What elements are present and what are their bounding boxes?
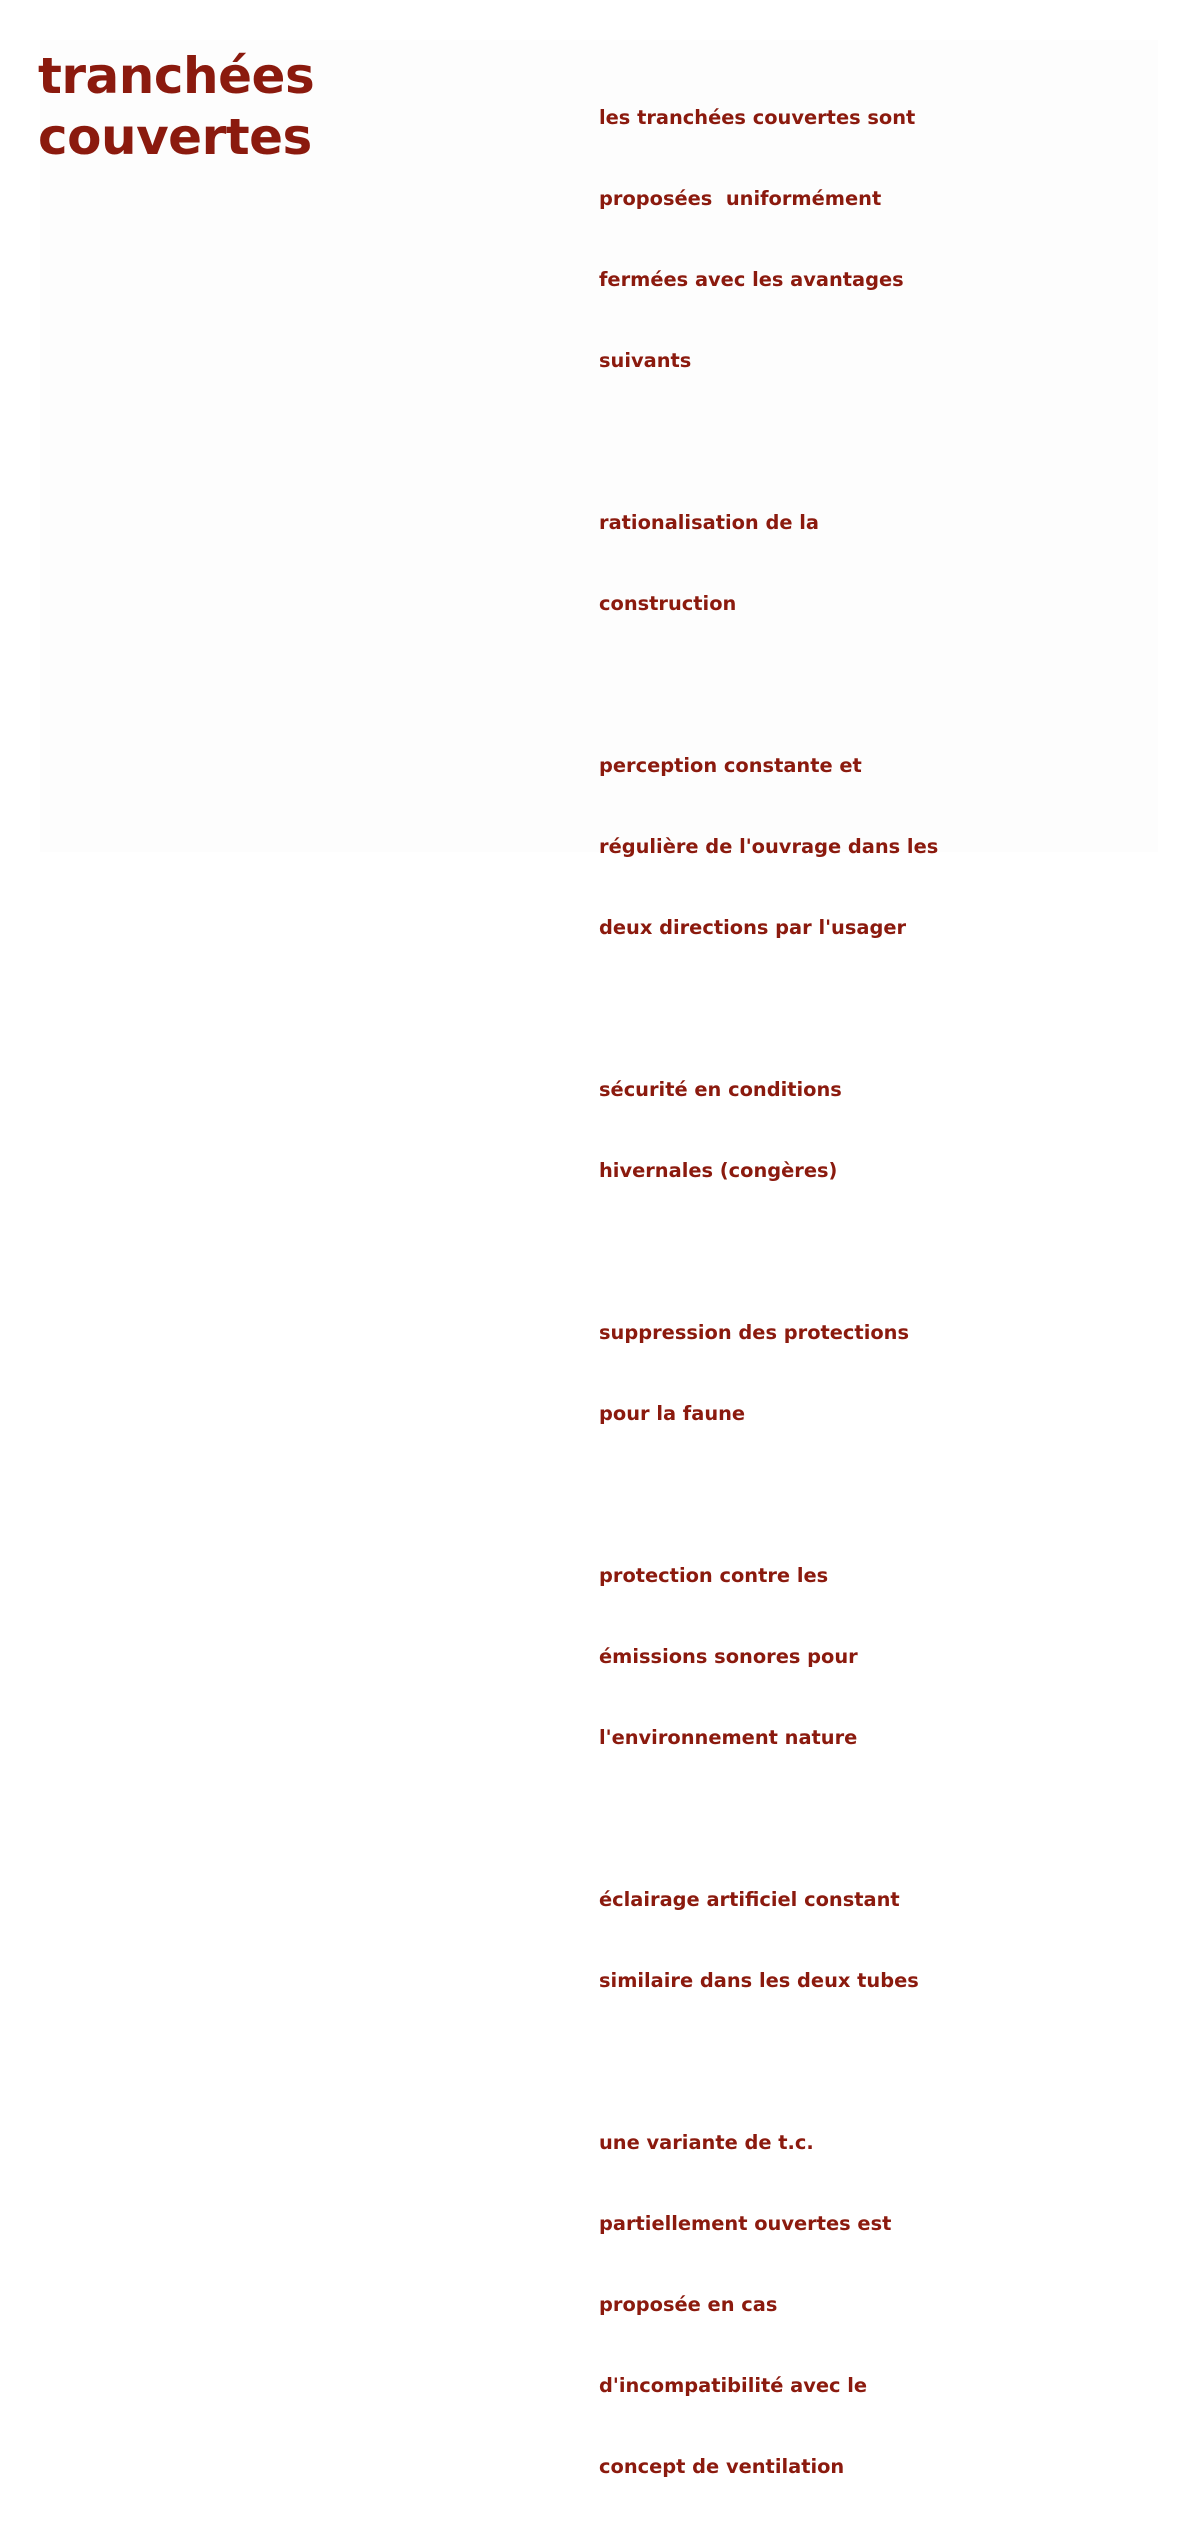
- page-title-line-1: tranchées: [38, 47, 315, 105]
- benefit-item: [599, 1832, 1019, 2048]
- text-line: partiellement ouvertes est: [599, 2212, 892, 2235]
- benefit-item: [599, 1508, 1019, 1805]
- text-line: rationalisation de la: [599, 511, 820, 534]
- variant-note: [599, 2075, 1019, 2534]
- text-line: concept de ventilation: [599, 2455, 845, 2478]
- text-line: proposée en cas: [599, 2293, 778, 2316]
- text-line: sécurité en conditions: [599, 1078, 842, 1101]
- text-line: l'environnement nature: [599, 1726, 858, 1749]
- text-line: une variante de t.c.: [599, 2131, 814, 2154]
- benefit-item: [599, 1022, 1019, 1238]
- page-title: [38, 46, 314, 168]
- text-line: d'incompatibilité avec le: [599, 2374, 868, 2397]
- intro-paragraph: [599, 50, 1019, 428]
- text-line: construction: [599, 592, 737, 615]
- text-line: fermées avec les avantages: [599, 268, 904, 291]
- benefits-list: [599, 50, 1019, 2478]
- benefit-item: [599, 698, 1019, 995]
- text-line: perception constante et: [599, 754, 862, 777]
- benefit-item: [599, 1265, 1019, 1481]
- text-line: émissions sonores pour: [599, 1645, 858, 1668]
- text-line: protection contre les: [599, 1564, 829, 1587]
- text-line: similaire dans les deux tubes: [599, 1969, 919, 1992]
- benefit-item: [599, 455, 1019, 671]
- text-line: hivernales (congères): [599, 1159, 838, 1182]
- text-line: suivants: [599, 349, 692, 372]
- text-line: proposées uniformément: [599, 187, 882, 210]
- text-line: suppression des protections: [599, 1321, 910, 1344]
- text-line: deux directions par l'usager: [599, 916, 907, 939]
- page-title-line-2: couvertes: [38, 108, 312, 166]
- text-line: pour la faune: [599, 1402, 746, 1425]
- text-line: les tranchées couvertes sont: [599, 106, 916, 129]
- text-line: régulière de l'ouvrage dans les: [599, 835, 939, 858]
- text-line: éclairage artificiel constant: [599, 1888, 900, 1911]
